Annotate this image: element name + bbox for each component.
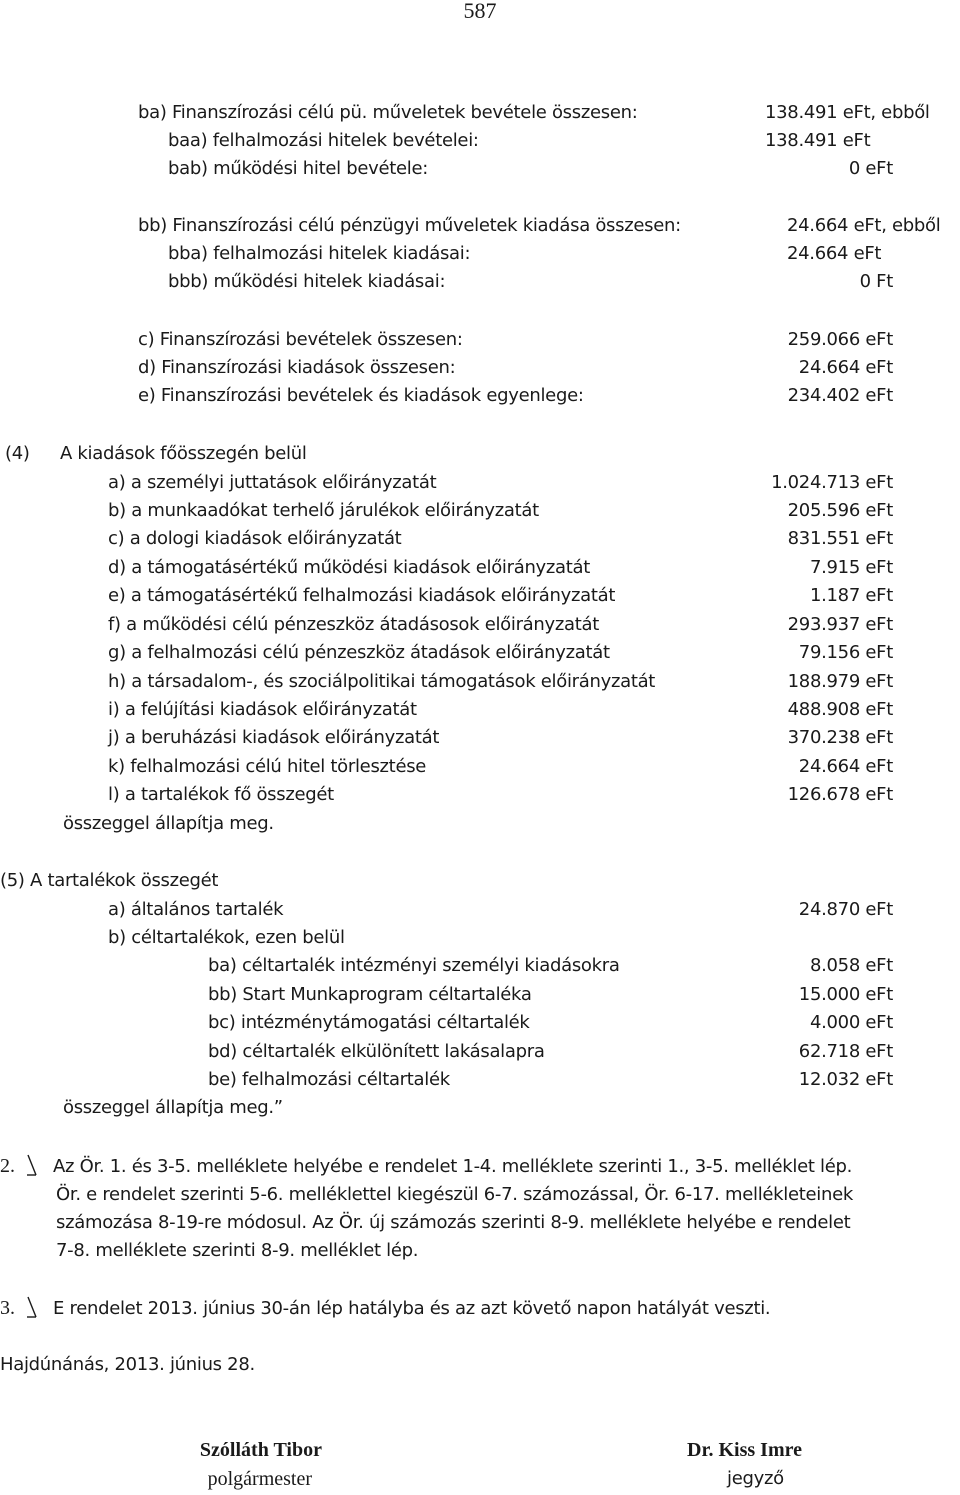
section-mark-icon	[25, 1154, 39, 1176]
item-amount: 488.908 eFt	[787, 699, 893, 720]
item-amount: 293.937 eFt	[787, 614, 893, 635]
item-label: i) a felújítási kiadások előirányzatát	[108, 699, 417, 720]
item-label: a) általános tartalék	[108, 899, 284, 920]
sub-item-amount: 12.032 eFt	[798, 1069, 893, 1090]
item-amount: 370.238 eFt	[787, 727, 893, 748]
place-date: Hajdúnánás, 2013. június 28.	[0, 1354, 255, 1375]
sub-item-amount: 8.058 eFt	[809, 955, 893, 976]
line-amount: 0 eFt	[848, 158, 893, 179]
page-number: 587	[463, 0, 497, 23]
item-label: e) a támogatásértékű felhalmozási kiadások előirányzatát	[108, 585, 616, 606]
item-amount: 24.664 eFt	[798, 756, 893, 777]
paragraph-text-line: számozása 8-19-re módosul. Az Ör. új számozás szerinti 8-9. melléklete helyébe e rendelet	[56, 1212, 851, 1233]
line-label: c) Finanszírozási bevételek összesen:	[138, 329, 463, 350]
item-label: b) céltartalékok, ezen belül	[108, 927, 345, 948]
sub-item-label: bc) intézménytámogatási céltartalék	[208, 1012, 530, 1033]
closing-text: összeggel állapítja meg.”	[63, 1097, 283, 1118]
signatory-name: Dr. Kiss Imre	[687, 1439, 802, 1461]
item-label: k) felhalmozási célú hitel törlesztése	[108, 756, 427, 777]
sub-item-amount: 15.000 eFt	[798, 984, 893, 1005]
line-label: bba) felhalmozási hitelek kiadásai:	[168, 243, 471, 264]
line-amount: 259.066 eFt	[787, 329, 893, 350]
paragraph-2-first-line	[0, 1152, 852, 1181]
item-label: b) a munkaadókat terhelő járulékok előirányzatát	[108, 500, 539, 521]
signatory-title: polgármester	[207, 1468, 312, 1490]
item-label: j) a beruházási kiadások előirányzatát	[108, 727, 440, 748]
sub-item-label: bd) céltartalék elkülönített lakásalapra	[208, 1041, 545, 1062]
line-amount: 24.664 eFt	[798, 357, 893, 378]
item-label: l) a tartalékok fő összegét	[108, 784, 334, 805]
paragraph-text-line: E rendelet 2013. június 30-án lép hatályba és az azt követő napon hatályát veszti.	[53, 1298, 771, 1319]
paragraph-text-line: Az Ör. 1. és 3-5. melléklete helyébe e rendelet 1-4. melléklete szerinti 1., 3-5. melléklet lép.	[53, 1156, 853, 1177]
line-amount: 24.664 eFt, ebből	[787, 215, 941, 236]
paragraph-3-line	[0, 1294, 770, 1323]
line-amount: 138.491 eFt	[765, 130, 871, 151]
line-amount: 0 Ft	[859, 271, 893, 292]
line-label: d) Finanszírozási kiadások összesen:	[138, 357, 456, 378]
line-amount: 138.491 eFt, ebből	[765, 102, 930, 123]
item-label: f) a működési célú pénzeszköz átadásosok előirányzatát	[108, 614, 599, 635]
line-label: bbb) működési hitelek kiadásai:	[168, 271, 446, 292]
item-amount: 205.596 eFt	[787, 500, 893, 521]
sub-item-amount: 4.000 eFt	[809, 1012, 893, 1033]
item-label: c) a dologi kiadások előirányzatát	[108, 528, 402, 549]
line-label: bb) Finanszírozási célú pénzügyi műveletek kiadása összesen:	[138, 215, 681, 236]
line-label: ba) Finanszírozási célú pü. műveletek bevétele összesen:	[138, 102, 638, 123]
item-label: a) a személyi juttatások előirányzatát	[108, 472, 437, 493]
item-amount: 831.551 eFt	[787, 528, 893, 549]
line-label: bab) működési hitel bevétele:	[168, 158, 429, 179]
section-mark-icon	[25, 1296, 39, 1318]
sub-item-label: ba) céltartalék intézményi személyi kiadásokra	[208, 955, 620, 976]
sub-item-amount: 62.718 eFt	[798, 1041, 893, 1062]
item-amount: 126.678 eFt	[787, 784, 893, 805]
line-amount: 24.664 eFt	[787, 243, 882, 264]
paragraph-text-line: Ör. e rendelet szerinti 5-6. melléklettel kiegészül 6-7. számozással, Ör. 6-17. mellékleteinek	[56, 1184, 854, 1205]
item-amount: 7.915 eFt	[809, 557, 893, 578]
item-amount: 1.024.713 eFt	[771, 472, 893, 493]
section-heading: (5) A tartalékok összegét	[0, 870, 219, 891]
signatory-name: Szólláth Tibor	[199, 1439, 322, 1461]
item-amount: 1.187 eFt	[809, 585, 893, 606]
item-amount: 24.870 eFt	[798, 899, 893, 920]
item-amount: 79.156 eFt	[798, 642, 893, 663]
item-amount: 188.979 eFt	[787, 671, 893, 692]
line-label: e) Finanszírozási bevételek és kiadások egyenlege:	[138, 385, 584, 406]
item-label: g) a felhalmozási célú pénzeszköz átadások előirányzatát	[108, 642, 610, 663]
sub-item-label: be) felhalmozási céltartalék	[208, 1069, 450, 1090]
line-label: baa) felhalmozási hitelek bevételei:	[168, 130, 479, 151]
item-label: h) a társadalom-, és szociálpolitikai támogatások előirányzatát	[108, 671, 656, 692]
signatory-title: jegyző	[727, 1468, 784, 1489]
section-number: (4)	[5, 443, 30, 464]
paragraph-number: 3.	[0, 1297, 15, 1319]
closing-text: összeggel állapítja meg.	[63, 813, 274, 834]
line-amount: 234.402 eFt	[787, 385, 893, 406]
sub-item-label: bb) Start Munkaprogram céltartaléka	[208, 984, 532, 1005]
section-heading: A kiadások főösszegén belül	[60, 443, 307, 464]
paragraph-text-line: 7-8. melléklete szerinti 8-9. melléklet lép.	[56, 1240, 419, 1261]
paragraph-number: 2.	[0, 1155, 15, 1177]
item-label: d) a támogatásértékű működési kiadások előirányzatát	[108, 557, 591, 578]
